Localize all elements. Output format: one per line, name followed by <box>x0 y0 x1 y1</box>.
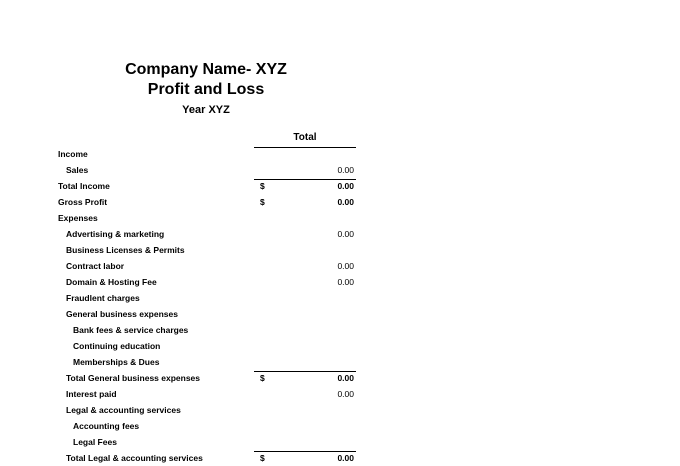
row-label: Total General business expenses <box>66 373 201 383</box>
report-rows <box>0 146 680 466</box>
report-row <box>0 242 680 258</box>
report-row <box>0 162 680 178</box>
row-amount: 0.00 <box>337 165 354 175</box>
row-label: Legal Fees <box>73 437 117 447</box>
row-amount: 0.00 <box>337 197 354 207</box>
report-row <box>0 386 680 402</box>
report-period: Year XYZ <box>182 104 230 116</box>
row-label: Total Income <box>58 181 110 191</box>
report-row <box>0 338 680 354</box>
row-label: Memberships & Dues <box>73 357 160 367</box>
column-header-total: Total <box>293 132 317 143</box>
row-label: Income <box>58 149 88 159</box>
report-title-block <box>56 60 356 118</box>
report-row <box>0 274 680 290</box>
row-amount: 0.00 <box>337 277 354 287</box>
row-label: Total Legal & accounting services <box>66 453 203 463</box>
currency-symbol: $ <box>260 181 265 191</box>
row-label: Contract labor <box>66 261 125 271</box>
row-label: General business expenses <box>66 309 178 319</box>
row-amount: 0.00 <box>337 373 354 383</box>
report-row <box>0 402 680 418</box>
row-label: Legal & accounting services <box>66 405 181 415</box>
currency-symbol: $ <box>260 197 265 207</box>
currency-symbol: $ <box>260 373 265 383</box>
currency-symbol: $ <box>260 453 265 463</box>
row-amount: 0.00 <box>337 389 354 399</box>
row-label: Continuing education <box>73 341 161 351</box>
report-row <box>0 370 680 386</box>
report-row <box>0 450 680 466</box>
row-label: Business Licenses & Permits <box>66 245 185 255</box>
report-row <box>0 322 680 338</box>
row-amount: 0.00 <box>337 181 354 191</box>
report-row <box>0 290 680 306</box>
row-label: Advertising & marketing <box>66 229 165 239</box>
row-label: Sales <box>66 165 89 175</box>
report-row <box>0 146 680 162</box>
report-row <box>0 354 680 370</box>
report-row <box>0 226 680 242</box>
report-row <box>0 418 680 434</box>
row-label: Accounting fees <box>73 421 140 431</box>
report-title: Profit and Loss <box>147 81 265 98</box>
report-row <box>0 258 680 274</box>
report-row <box>0 194 680 210</box>
row-label: Bank fees & service charges <box>73 325 189 335</box>
company-name: Company Name- XYZ <box>125 61 287 78</box>
report-row <box>0 210 680 226</box>
row-label: Expenses <box>58 213 98 223</box>
row-amount: 0.00 <box>337 453 354 463</box>
report-row <box>0 178 680 194</box>
row-label: Domain & Hosting Fee <box>66 277 157 287</box>
row-amount: 0.00 <box>337 261 354 271</box>
report-row <box>0 306 680 322</box>
row-label: Interest paid <box>66 389 117 399</box>
row-amount: 0.00 <box>337 229 354 239</box>
row-label: Gross Profit <box>58 197 108 207</box>
row-label: Fraudlent charges <box>66 293 140 303</box>
report-row <box>0 434 680 450</box>
